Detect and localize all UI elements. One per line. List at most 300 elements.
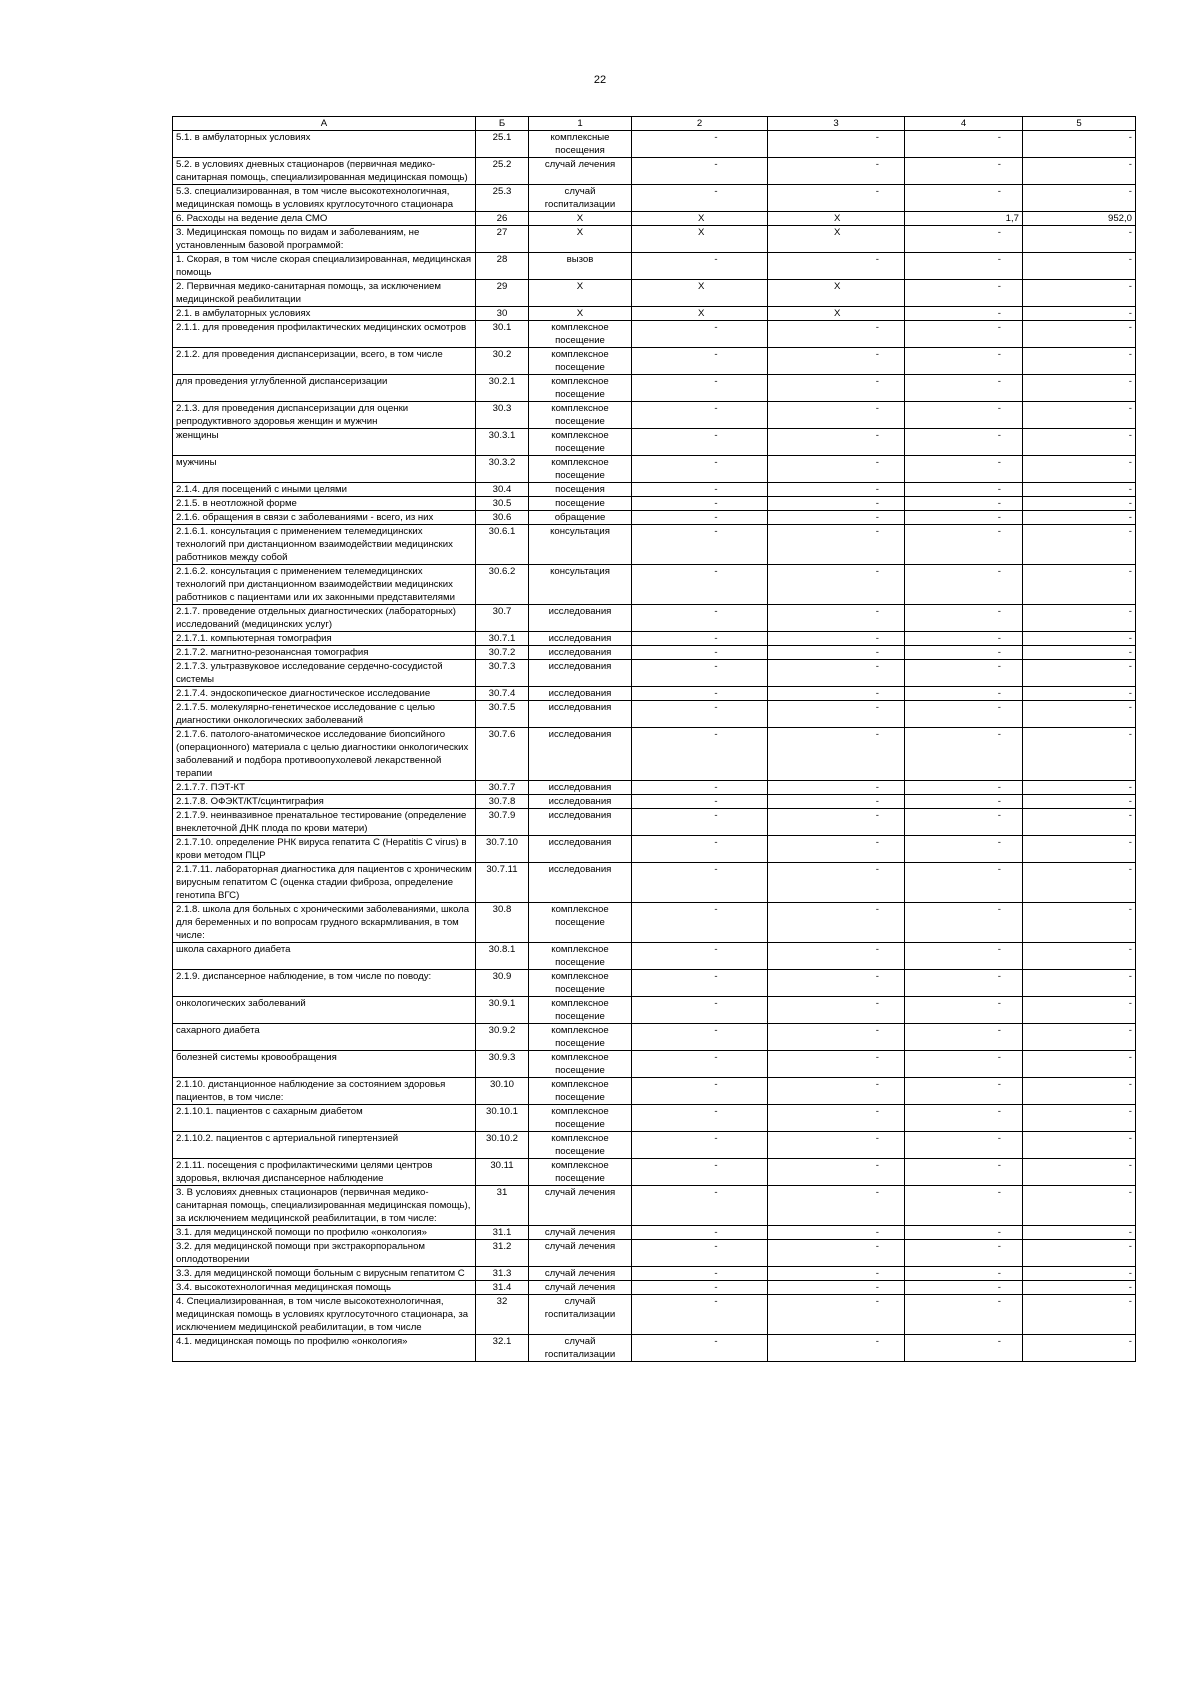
row-label: 2.1.6.1. консультация с применением телемедицинских технологий при дистанционном взаимодействии медицинских работников между собой [173,525,476,565]
row-code: 30.1 [476,321,529,348]
cell-col-5: - [1023,1281,1136,1295]
row-label: 3.1. для медицинской помощи по профилю «онкология» [173,1226,476,1240]
row-label: 1. Скорая, в том числе скорая специализированная, медицинская помощь [173,253,476,280]
cell-col-5: - [1023,280,1136,307]
row-code: 30.9.2 [476,1024,529,1051]
row-unit: случай лечения [529,1267,632,1281]
row-unit: комплексное посещение [529,1024,632,1051]
cell-col-3: - [768,565,905,605]
cell-col-2: - [632,1335,768,1362]
row-code: 30.6 [476,511,529,525]
cell-col-3: - [768,795,905,809]
cell-col-2: - [632,728,768,781]
row-label: 2.1.7.7. ПЭТ-КТ [173,781,476,795]
row-label: болезней системы кровообращения [173,1051,476,1078]
cell-col-4: - [905,795,1023,809]
cell-col-3: - [768,863,905,903]
cell-col-2: - [632,836,768,863]
table-row [173,158,1136,185]
row-code: 30.6.2 [476,565,529,605]
cell-col-5: - [1023,836,1136,863]
cell-col-4: - [905,1267,1023,1281]
row-label: 2.1.11. посещения с профилактическими целями центров здоровья, включая диспансерное наблюдение [173,1159,476,1186]
cell-col-3: - [768,511,905,525]
row-label: 2.1.7.1. компьютерная томография [173,632,476,646]
cell-col-4: - [905,1051,1023,1078]
row-code: 25.3 [476,185,529,212]
cell-col-2: - [632,497,768,511]
cell-col-4: - [905,701,1023,728]
table-row [173,402,1136,429]
cell-col-4: - [905,1240,1023,1267]
cell-col-5: - [1023,456,1136,483]
table-row [173,307,1136,321]
cell-col-5: - [1023,1267,1136,1281]
row-label: 2.1.7.9. неинвазивное пренатальное тестирование (определение внеклеточной ДНК плода по крови матери) [173,809,476,836]
cell-col-4: - [905,429,1023,456]
table-row [173,1335,1136,1362]
row-label: 3. В условиях дневных стационаров (первичная медико-санитарная помощь, специализированная медицинская помощь), за исключением медицинской реабилитации, в том числе: [173,1186,476,1226]
cell-col-3: - [768,158,905,185]
table-body [173,131,1136,1362]
table-row [173,497,1136,511]
row-code: 27 [476,226,529,253]
cell-col-2: - [632,1105,768,1132]
cell-col-3: - [768,253,905,280]
table-row [173,687,1136,701]
cell-col-4: - [905,565,1023,605]
column-header: 1 [529,117,632,131]
table-row [173,1226,1136,1240]
row-code: 30.3.1 [476,429,529,456]
table-row [173,429,1136,456]
row-label: для проведения углубленной диспансеризации [173,375,476,402]
table-row [173,863,1136,903]
table-row [173,781,1136,795]
cell-col-5: - [1023,605,1136,632]
cell-col-4: - [905,809,1023,836]
data-table [172,116,1136,1362]
cell-col-2: - [632,632,768,646]
cell-col-3: Х [768,307,905,321]
row-label: 2.1.7. проведение отдельных диагностических (лабораторных) исследований (медицинских услуг) [173,605,476,632]
row-unit: посещения [529,483,632,497]
cell-col-2: Х [632,280,768,307]
cell-col-5: - [1023,701,1136,728]
row-unit: исследования [529,781,632,795]
row-code: 30.10 [476,1078,529,1105]
cell-col-2: - [632,1295,768,1335]
row-label: 5.3. специализированная, в том числе высокотехнологичная, медицинская помощь в условиях круглосуточного стационара [173,185,476,212]
cell-col-2: - [632,646,768,660]
cell-col-2: - [632,863,768,903]
cell-col-2: - [632,701,768,728]
row-unit: исследования [529,809,632,836]
row-code: 30.7.3 [476,660,529,687]
cell-col-4: - [905,943,1023,970]
row-unit: случай госпитализации [529,1295,632,1335]
cell-col-2: - [632,348,768,375]
cell-col-2: - [632,131,768,158]
cell-col-4: - [905,1335,1023,1362]
cell-col-3: - [768,185,905,212]
cell-col-5: - [1023,660,1136,687]
row-label: 2.1.7.3. ультразвуковое исследование сердечно-сосудистой системы [173,660,476,687]
cell-col-2: - [632,321,768,348]
cell-col-3: - [768,728,905,781]
row-code: 30.6.1 [476,525,529,565]
cell-col-5: - [1023,1078,1136,1105]
cell-col-2: - [632,158,768,185]
row-unit: исследования [529,701,632,728]
cell-col-2: - [632,511,768,525]
cell-col-4: - [905,1105,1023,1132]
cell-col-4: - [905,497,1023,511]
table-row [173,1281,1136,1295]
row-unit: случай лечения [529,1186,632,1226]
row-unit: случай лечения [529,158,632,185]
cell-col-5: - [1023,1226,1136,1240]
row-code: 30.7.8 [476,795,529,809]
cell-col-5: - [1023,375,1136,402]
table-row [173,809,1136,836]
row-label: 3.4. высокотехнологичная медицинская помощь [173,1281,476,1295]
table-row [173,1024,1136,1051]
cell-col-3: - [768,497,905,511]
row-code: 30.9.1 [476,997,529,1024]
row-unit: Х [529,280,632,307]
row-code: 30.7.11 [476,863,529,903]
cell-col-5: - [1023,809,1136,836]
cell-col-2: - [632,1281,768,1295]
row-code: 28 [476,253,529,280]
row-code: 32 [476,1295,529,1335]
cell-col-4: - [905,687,1023,701]
cell-col-3: Х [768,212,905,226]
row-label: 2. Первичная медико-санитарная помощь, за исключением медицинской реабилитации [173,280,476,307]
cell-col-4: - [905,1226,1023,1240]
row-unit: комплексное посещение [529,348,632,375]
cell-col-5: - [1023,307,1136,321]
cell-col-4: - [905,646,1023,660]
cell-col-2: Х [632,226,768,253]
cell-col-5: - [1023,1335,1136,1362]
cell-col-2: - [632,1226,768,1240]
row-unit: случай лечения [529,1240,632,1267]
cell-col-3: - [768,605,905,632]
row-unit: консультация [529,565,632,605]
cell-col-4: - [905,456,1023,483]
cell-col-4: - [905,402,1023,429]
cell-col-5: - [1023,253,1136,280]
table-row [173,321,1136,348]
row-code: 30.7.6 [476,728,529,781]
cell-col-4: - [905,483,1023,497]
cell-col-5: - [1023,903,1136,943]
cell-col-4: - [905,525,1023,565]
cell-col-3: - [768,1295,905,1335]
cell-col-4: - [905,321,1023,348]
cell-col-5: - [1023,158,1136,185]
cell-col-5: - [1023,687,1136,701]
cell-col-5: - [1023,185,1136,212]
row-label: 2.1.7.4. эндоскопическое диагностическое исследование [173,687,476,701]
cell-col-2: - [632,795,768,809]
cell-col-2: - [632,660,768,687]
cell-col-3: - [768,429,905,456]
row-label: 5.1. в амбулаторных условиях [173,131,476,158]
row-code: 32.1 [476,1335,529,1362]
cell-col-4: - [905,863,1023,903]
row-label: 2.1.7.5. молекулярно-генетическое исследование с целью диагностики онкологических заболеваний [173,701,476,728]
cell-col-3: - [768,943,905,970]
row-label: 3.2. для медицинской помощи при экстракорпоральном оплодотворении [173,1240,476,1267]
cell-col-5: - [1023,1024,1136,1051]
row-label: 2.1.7.11. лабораторная диагностика для пациентов с хроническим вирусным гепатитом С (оценка стадии фиброза, определение генотипа ВГС) [173,863,476,903]
cell-col-2: - [632,997,768,1024]
cell-col-3: Х [768,226,905,253]
table-row [173,375,1136,402]
cell-col-3: - [768,809,905,836]
cell-col-4: - [905,253,1023,280]
cell-col-2: - [632,1024,768,1051]
cell-col-4: - [905,131,1023,158]
cell-col-2: - [632,185,768,212]
row-code: 30.8.1 [476,943,529,970]
row-unit: исследования [529,632,632,646]
cell-col-2: - [632,483,768,497]
row-unit: комплексное посещение [529,970,632,997]
cell-col-5: - [1023,321,1136,348]
row-label: 2.1.6.2. консультация с применением телемедицинских технологий при дистанционном взаимодействии медицинских работников с пациентами или их законными представителями [173,565,476,605]
row-code: 30.3 [476,402,529,429]
cell-col-4: - [905,1186,1023,1226]
row-unit: комплексное посещение [529,429,632,456]
table-row [173,131,1136,158]
cell-col-2: - [632,1051,768,1078]
table-row [173,1105,1136,1132]
cell-col-5: - [1023,1105,1136,1132]
row-code: 30.9 [476,970,529,997]
cell-col-2: - [632,402,768,429]
table-row [173,632,1136,646]
cell-col-2: Х [632,307,768,321]
table-row [173,348,1136,375]
row-label: 2.1.4. для посещений с иными целями [173,483,476,497]
row-unit: посещение [529,497,632,511]
row-label: 2.1.5. в неотложной форме [173,497,476,511]
cell-col-3: - [768,1159,905,1186]
table-row [173,185,1136,212]
row-code: 30.7.2 [476,646,529,660]
cell-col-3: - [768,687,905,701]
row-code: 30.7.10 [476,836,529,863]
cell-col-5: - [1023,1159,1136,1186]
cell-col-2: - [632,565,768,605]
table-row [173,795,1136,809]
cell-col-5: - [1023,511,1136,525]
cell-col-5: - [1023,1132,1136,1159]
cell-col-4: - [905,728,1023,781]
row-unit: комплексное посещение [529,1078,632,1105]
cell-col-5: - [1023,402,1136,429]
table-row [173,525,1136,565]
cell-col-5: - [1023,1186,1136,1226]
column-header: 2 [632,117,768,131]
cell-col-2: - [632,809,768,836]
cell-col-5: - [1023,226,1136,253]
cell-col-4: - [905,1024,1023,1051]
cell-col-5: - [1023,632,1136,646]
row-unit: исследования [529,795,632,809]
cell-col-3: - [768,970,905,997]
table-row [173,226,1136,253]
cell-col-5: - [1023,728,1136,781]
cell-col-4: - [905,660,1023,687]
cell-col-3: - [768,701,905,728]
cell-col-3: - [768,483,905,497]
cell-col-5: - [1023,795,1136,809]
row-code: 30.7.9 [476,809,529,836]
row-label: 2.1.7.8. ОФЭКТ/КТ/сцинтиграфия [173,795,476,809]
page-number: 22 [593,74,607,86]
cell-col-5: - [1023,348,1136,375]
table-row [173,1295,1136,1335]
row-code: 30.11 [476,1159,529,1186]
cell-col-2: - [632,253,768,280]
cell-col-3: - [768,1186,905,1226]
row-label: 3.3. для медицинской помощи больным с вирусным гепатитом С [173,1267,476,1281]
cell-col-4: - [905,632,1023,646]
table-row [173,1159,1136,1186]
cell-col-4: - [905,280,1023,307]
row-label: 4.1. медицинская помощь по профилю «онкология» [173,1335,476,1362]
table-header-row [173,117,1136,131]
cell-col-2: - [632,1159,768,1186]
cell-col-5: - [1023,429,1136,456]
row-code: 30.9.3 [476,1051,529,1078]
cell-col-2: - [632,1186,768,1226]
row-code: 30.5 [476,497,529,511]
cell-col-4: - [905,1281,1023,1295]
cell-col-3: - [768,1051,905,1078]
column-header: Б [476,117,529,131]
cell-col-5: - [1023,970,1136,997]
cell-col-3: - [768,1132,905,1159]
cell-col-3: - [768,632,905,646]
cell-col-4: - [905,375,1023,402]
row-unit: комплексное посещение [529,321,632,348]
row-label: 2.1.7.10. определение РНК вируса гепатита С (Hepatitis C virus) в крови методом ПЦР [173,836,476,863]
table-row [173,253,1136,280]
table-row [173,511,1136,525]
table-row [173,646,1136,660]
row-unit: комплексное посещение [529,1132,632,1159]
row-unit: исследования [529,836,632,863]
cell-col-4: - [905,1078,1023,1105]
row-unit: комплексное посещение [529,1159,632,1186]
cell-col-3: - [768,1024,905,1051]
row-label: 2.1.10.2. пациентов с артериальной гипертензией [173,1132,476,1159]
cell-col-4: - [905,158,1023,185]
row-unit: комплексное посещение [529,1105,632,1132]
row-code: 30 [476,307,529,321]
column-header: 4 [905,117,1023,131]
cell-col-2: - [632,1240,768,1267]
cell-col-5: - [1023,525,1136,565]
cell-col-5: - [1023,1051,1136,1078]
row-unit: исследования [529,728,632,781]
cell-col-5: 952,0 [1023,212,1136,226]
cell-col-2: - [632,781,768,795]
cell-col-5: - [1023,565,1136,605]
row-unit: комплексное посещение [529,402,632,429]
row-unit: вызов [529,253,632,280]
cell-col-2: - [632,903,768,943]
row-unit: Х [529,212,632,226]
row-code: 30.2.1 [476,375,529,402]
row-code: 30.8 [476,903,529,943]
row-unit: комплексное посещение [529,1051,632,1078]
cell-col-3: - [768,1281,905,1295]
row-unit: комплексное посещение [529,943,632,970]
cell-col-4: - [905,836,1023,863]
table-row [173,943,1136,970]
row-unit: Х [529,226,632,253]
cell-col-2: - [632,1078,768,1105]
row-code: 30.10.2 [476,1132,529,1159]
row-unit: исследования [529,605,632,632]
cell-col-2: - [632,1132,768,1159]
row-code: 30.7.1 [476,632,529,646]
table-row [173,1240,1136,1267]
row-unit: консультация [529,525,632,565]
cell-col-3: - [768,997,905,1024]
row-unit: Х [529,307,632,321]
table-row [173,565,1136,605]
row-unit: обращение [529,511,632,525]
row-unit: случай лечения [529,1226,632,1240]
cell-col-3: Х [768,280,905,307]
row-code: 31 [476,1186,529,1226]
row-code: 31.1 [476,1226,529,1240]
cell-col-2: - [632,943,768,970]
row-unit: исследования [529,646,632,660]
cell-col-4: - [905,970,1023,997]
cell-col-4: - [905,781,1023,795]
row-unit: случай госпитализации [529,185,632,212]
cell-col-4: - [905,348,1023,375]
cell-col-4: - [905,1295,1023,1335]
cell-col-4: - [905,226,1023,253]
row-code: 30.7.4 [476,687,529,701]
cell-col-3: - [768,131,905,158]
cell-col-4: - [905,307,1023,321]
cell-col-3: - [768,660,905,687]
row-code: 30.4 [476,483,529,497]
row-label: 2.1.7.6. патолого-анатомическое исследование биопсийного (операционного) материала с целью диагностики онкологических заболеваний и подбора противоопухолевой лекарственной терапии [173,728,476,781]
row-unit: комплексное посещение [529,997,632,1024]
cell-col-5: - [1023,497,1136,511]
row-unit: исследования [529,863,632,903]
row-label: 2.1.7.2. магнитно-резонансная томография [173,646,476,660]
table-row [173,1132,1136,1159]
cell-col-2: - [632,375,768,402]
cell-col-4: - [905,903,1023,943]
row-code: 25.1 [476,131,529,158]
cell-col-3: - [768,456,905,483]
cell-col-3: - [768,1226,905,1240]
